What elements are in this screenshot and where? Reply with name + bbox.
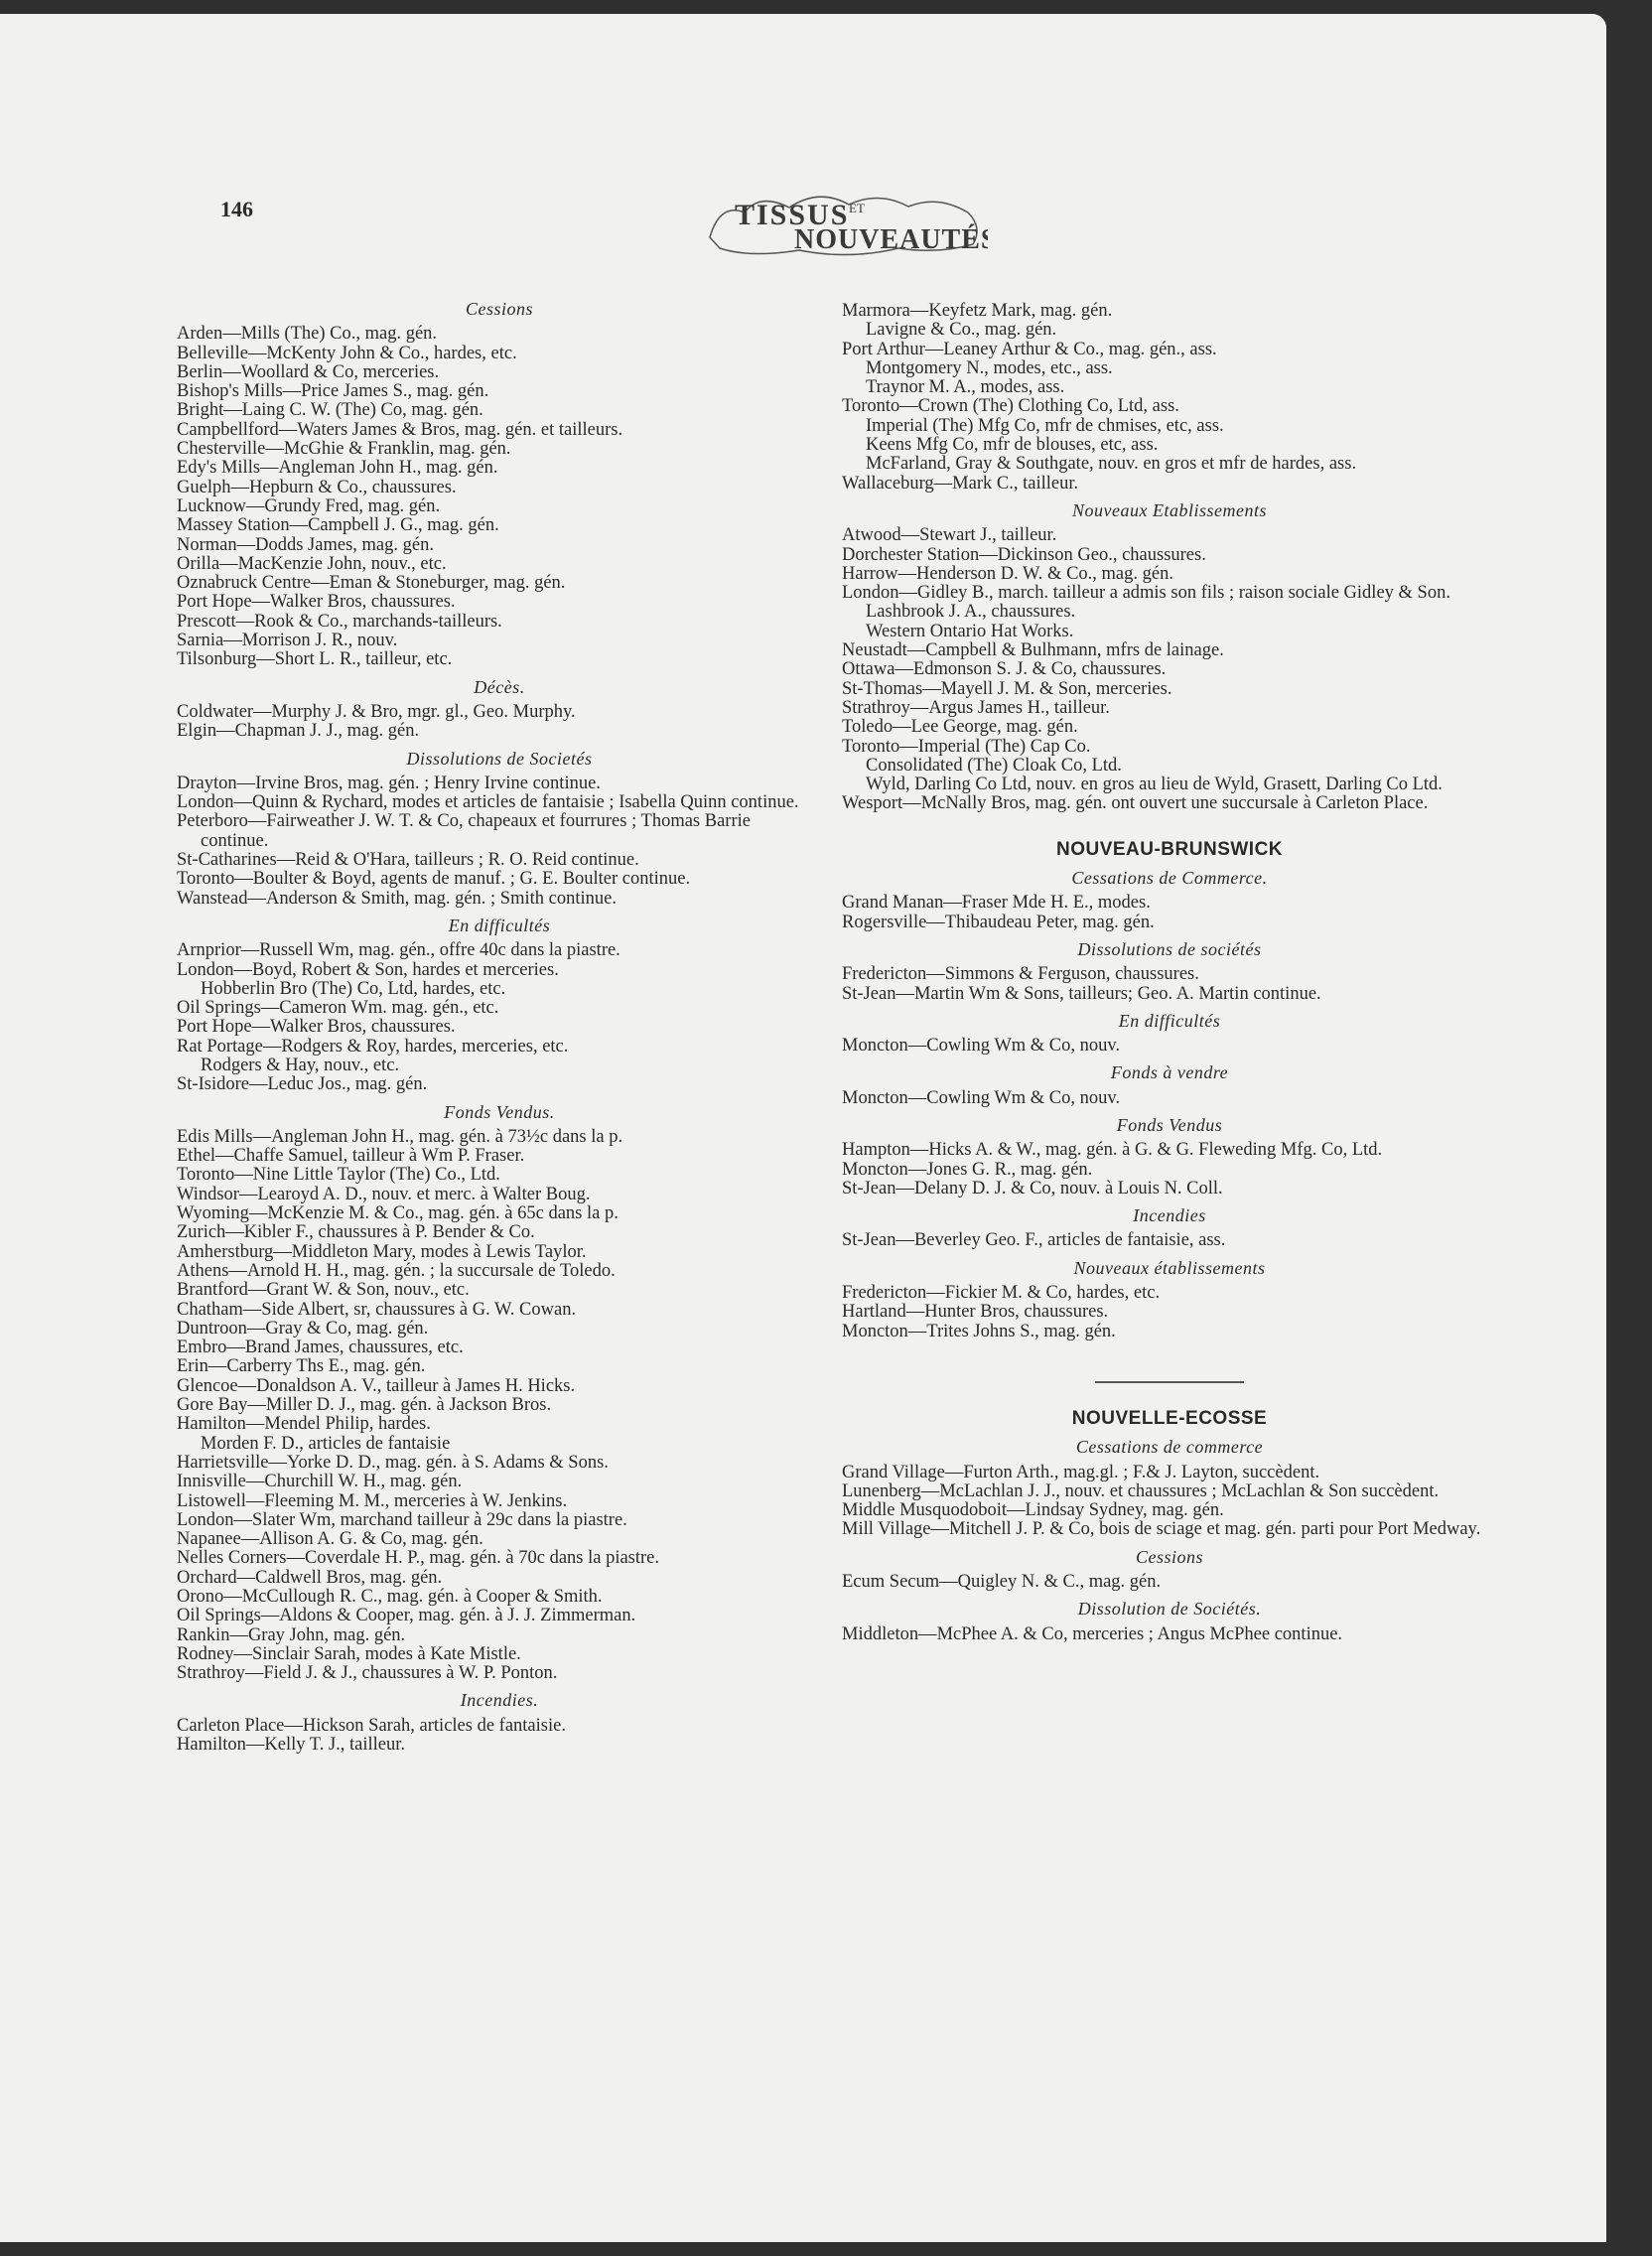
entry: Rat Portage—Rodgers & Roy, hardes, merceries, etc.	[177, 1036, 569, 1057]
section-heading: Cessations de Commerce.	[1071, 868, 1268, 889]
entry: Chesterville—McGhie & Franklin, mag. gén.	[177, 439, 511, 460]
section-heading: Fonds à vendre	[1110, 1062, 1229, 1083]
entry: Athens—Arnold H. H., mag. gén. ; la succursale de Toledo.	[177, 1260, 616, 1281]
left-column	[177, 292, 822, 1755]
sub-entry: Lavigne & Co., mag. gén.	[866, 320, 1057, 341]
entry: Toronto—Imperial (The) Cap Co.	[842, 736, 1091, 757]
entry: Moncton—Jones G. R., mag. gén.	[842, 1159, 1093, 1180]
entry: Hamilton—Kelly T. J., tailleur.	[177, 1735, 406, 1756]
entry: Harrietsville—Yorke D. D., mag. gén. à S. Adams & Sons.	[177, 1452, 609, 1473]
section-heading: Fonds Vendus	[1116, 1114, 1223, 1135]
entry: St-Isidore—Leduc Jos., mag. gén.	[177, 1074, 428, 1095]
entry: Bishop's Mills—Price James S., mag. gén.	[177, 381, 489, 402]
entry: Moncton—Cowling Wm & Co, nouv.	[842, 1087, 1121, 1108]
entry: Bright—Laing C. W. (The) Co, mag. gén.	[177, 400, 483, 421]
entry: Orilla—MacKenzie John, nouv., etc.	[177, 553, 447, 574]
entry: London—Slater Wm, marchand tailleur à 29c dans la piastre.	[177, 1509, 627, 1530]
entry: Toronto—Boulter & Boyd, agents de manuf. ; G. E. Boulter continue.	[177, 869, 691, 890]
sub-entry: Rodgers & Hay, nouv., etc.	[201, 1055, 400, 1075]
entry: Hamilton—Mendel Philip, hardes.	[177, 1414, 431, 1435]
entry: Lunenberg—McLachlan J. J., nouv. et chaussures ; McLachlan & Son succèdent.	[842, 1480, 1440, 1501]
sub-entry: Hobberlin Bro (The) Co, Ltd, hardes, etc.	[201, 978, 506, 999]
entry: Arnprior—Russell Wm, mag. gén., offre 40c dans la piastre.	[177, 940, 620, 961]
sub-entry: Consolidated (The) Cloak Co, Ltd.	[866, 755, 1122, 776]
entry: Erin—Carberry Ths E., mag. gén.	[177, 1356, 426, 1377]
entry: Harrow—Henderson D. W. & Co., mag. gén.	[842, 563, 1173, 584]
entry: Oil Springs—Aldons & Cooper, mag. gén. à J. J. Zimmerman.	[177, 1606, 636, 1626]
entry: Elgin—Chapman J. J., mag. gén.	[177, 721, 420, 742]
entry: Atwood—Stewart J., tailleur.	[842, 525, 1057, 546]
entry: St-Jean—Martin Wm & Sons, tailleurs; Geo. A. Martin continue.	[842, 983, 1321, 1004]
entry: Sarnia—Morrison J. R., nouv.	[177, 631, 398, 651]
entry: Gore Bay—Miller D. J., mag. gén. à Jackson Bros.	[177, 1395, 552, 1416]
sub-entry: McFarland, Gray & Southgate, nouv. en gros et mfr de hardes, ass.	[866, 454, 1357, 475]
sub-entry: Wyld, Darling Co Ltd, nouv. en gros au lieu de Wyld, Grasett, Darling Co Ltd.	[866, 775, 1443, 795]
entry: Tilsonburg—Short L. R., tailleur, etc.	[177, 649, 453, 670]
sub-entry: Lashbrook J. A., chaussures.	[866, 602, 1076, 623]
section-heading: Incendies	[1133, 1205, 1206, 1226]
sub-entry: Montgomery N., modes, etc., ass.	[866, 357, 1113, 378]
entry: Fredericton—Fickier M. & Co, hardes, etc.	[842, 1283, 1161, 1304]
entry: Toledo—Lee George, mag. gén.	[842, 717, 1078, 738]
entry: Rankin—Gray John, mag. gén.	[177, 1624, 406, 1645]
entry: Arden—Mills (The) Co., mag. gén.	[177, 324, 438, 345]
entry: Carleton Place—Hickson Sarah, articles de fantaisie.	[177, 1715, 566, 1736]
entry: London—Boyd, Robert & Son, hardes et merceries.	[177, 959, 559, 980]
entry: St-Thomas—Mayell J. M. & Son, merceries.	[842, 678, 1172, 699]
entry: Middleton—McPhee A. & Co, merceries ; Angus McPhee continue.	[842, 1623, 1343, 1644]
page-number: 146	[220, 197, 253, 221]
entry: Coldwater—Murphy J. & Bro, mgr. gl., Geo. Murphy.	[177, 701, 576, 722]
section-heading: Cessations de commerce	[1075, 1437, 1264, 1458]
entry: Norman—Dodds James, mag. gén.	[177, 534, 434, 555]
sub-entry: Traynor M. A., modes, ass.	[866, 377, 1065, 398]
entry: Berlin—Woollard & Co, merceries.	[177, 361, 440, 382]
section-heading: Cessions	[1135, 1546, 1203, 1567]
section-heading: Dissolutions de sociétés	[1077, 938, 1262, 959]
entry: Drayton—Irvine Bros, mag. gén. ; Henry Irvine continue.	[177, 773, 601, 793]
sub-entry: Morden F. D., articles de fantaisie	[201, 1433, 451, 1454]
svg-text:NOUVEAUTÉS: NOUVEAUTÉS	[794, 224, 988, 255]
entry: Edy's Mills—Angleman John H., mag. gén.	[177, 458, 498, 479]
svg-text:TISSUS: TISSUS	[735, 199, 850, 231]
entry: Oznabruck Centre—Eman & Stoneburger, mag. gén.	[177, 573, 566, 594]
entry: Wyoming—McKenzie M. & Co., mag. gén. à 65c dans la p.	[177, 1203, 619, 1224]
entry: Port Hope—Walker Bros, chaussures.	[177, 1017, 456, 1038]
entry: Ecum Secum—Quigley N. & C., mag. gén.	[842, 1572, 1162, 1593]
entry: Ottawa—Edmonson S. J. & Co, chaussures.	[842, 659, 1167, 680]
entry: Napanee—Allison A. G. & Co, mag. gén.	[177, 1529, 483, 1550]
entry: Moncton—Cowling Wm & Co, nouv.	[842, 1036, 1121, 1057]
entry: Peterboro—Fairweather J. W. T. & Co, chapeaux et fourrures ; Thomas Barrie continue.	[177, 811, 751, 851]
section-heading: Cessions	[465, 299, 533, 319]
entry: Neustadt—Campbell & Bulhmann, mfrs de lainage.	[842, 640, 1224, 661]
page	[0, 14, 1606, 2242]
entry: London—Quinn & Rychard, modes et articles de fantaisie ; Isabella Quinn continue.	[177, 792, 799, 813]
entry: Prescott—Rook & Co., marchands-tailleurs.	[177, 611, 502, 632]
masthead-logo	[700, 183, 988, 262]
entry: Chatham—Side Albert, sr, chaussures à G. W. Cowan.	[177, 1299, 577, 1320]
entry: St-Jean—Beverley Geo. F., articles de fantaisie, ass.	[842, 1230, 1226, 1251]
entry: Embro—Brand James, chaussures, etc.	[177, 1338, 464, 1358]
tissus-nouveautes-logo	[700, 183, 988, 262]
entry: Nelles Corners—Coverdale H. P., mag. gén. à 70c dans la piastre.	[177, 1548, 660, 1569]
entry: Strathroy—Field J. & J., chaussures à W. P. Ponton.	[177, 1663, 558, 1684]
entry: Amherstburg—Middleton Mary, modes à Lewis Taylor.	[177, 1241, 587, 1262]
entry: Middle Musquodoboit—Lindsay Sydney, mag. gén.	[842, 1500, 1224, 1521]
entry: Duntroon—Gray & Co, mag. gén.	[177, 1318, 429, 1339]
section-heading: En difficultés	[1118, 1010, 1221, 1031]
entry: Windsor—Learoyd A. D., nouv. et merc. à Walter Boug.	[177, 1184, 591, 1204]
entry: Edis Mills—Angleman John H., mag. gén. à 73½c dans la p.	[177, 1126, 623, 1147]
entry: Moncton—Trites Johns S., mag. gén.	[842, 1321, 1116, 1341]
entry: Mill Village—Mitchell J. P. & Co, bois de sciage et mag. gén. parti pour Port Medway.	[842, 1519, 1481, 1540]
entry: Oil Springs—Cameron Wm. mag. gén., etc.	[177, 998, 499, 1019]
entry: Orono—McCullough R. C., mag. gén. à Cooper & Smith.	[177, 1587, 603, 1607]
sub-entry: Imperial (The) Mfg Co, mfr de chmises, etc, ass.	[866, 415, 1224, 436]
entry: Toronto—Crown (The) Clothing Co, Ltd, ass.	[842, 396, 1179, 417]
entry: Zurich—Kibler F., chaussures à P. Bender & Co.	[177, 1222, 535, 1243]
entry: Campbellford—Waters James & Bros, mag. gén. et tailleurs.	[177, 419, 623, 440]
entry: Wesport—McNally Bros, mag. gén. ont ouvert une succursale à Carleton Place.	[842, 793, 1429, 814]
entry: Rodney—Sinclair Sarah, modes à Kate Mistle.	[177, 1643, 521, 1664]
entry: Brantford—Grant W. & Son, nouv., etc.	[177, 1280, 470, 1301]
sub-entry: Western Ontario Hat Works.	[866, 621, 1074, 641]
section-heading: Fonds Vendus.	[444, 1101, 555, 1122]
entry: Grand Village—Furton Arth., mag.gl. ; F.& J. Layton, succèdent.	[842, 1462, 1320, 1482]
entry: Toronto—Nine Little Taylor (The) Co., Ltd.	[177, 1165, 500, 1186]
entry: St-Catharines—Reid & O'Hara, tailleurs ; R. O. Reid continue.	[177, 850, 639, 871]
region-heading: NOUVELLE-ECOSSE	[1071, 1407, 1268, 1429]
entry: St-Jean—Delany D. J. & Co, nouv. à Louis N. Coll.	[842, 1178, 1223, 1198]
entry: London—Gidley B., march. tailleur a admis son fils ; raison sociale Gidley & Son.	[842, 583, 1450, 604]
section-heading: En difficultés	[448, 915, 551, 935]
entry: Guelph—Hepburn & Co., chaussures.	[177, 477, 457, 497]
section-heading: Nouveaux établissements	[1073, 1257, 1266, 1278]
entry: Hampton—Hicks A. & W., mag. gén. à G. & G. Fleweding Mfg. Co, Ltd.	[842, 1140, 1383, 1161]
entry: Rogersville—Thibaudeau Peter, mag. gén.	[842, 912, 1155, 932]
entry: Listowell—Fleeming M. M., merceries à W. Jenkins.	[177, 1490, 568, 1511]
section-heading: Décès.	[474, 676, 525, 697]
section-heading: Dissolution de Sociétés.	[1077, 1599, 1262, 1620]
entry: Grand Manan—Fraser Mde H. E., modes.	[842, 893, 1151, 914]
section-divider	[1095, 1381, 1244, 1383]
entry: Belleville—McKenty John & Co., hardes, etc.	[177, 343, 517, 363]
entry: Marmora—Keyfetz Mark, mag. gén.	[842, 301, 1113, 321]
section-heading: Nouveaux Etablissements	[1072, 499, 1267, 520]
svg-text:ET: ET	[849, 201, 865, 215]
entry: Port Arthur—Leaney Arthur & Co., mag. gén., ass.	[842, 339, 1217, 359]
entry: Fredericton—Simmons & Ferguson, chaussures.	[842, 964, 1199, 985]
right-column	[842, 302, 1497, 1644]
region-heading: NOUVEAU-BRUNSWICK	[1055, 838, 1284, 860]
section-heading: Incendies.	[460, 1690, 539, 1711]
entry: Hartland—Hunter Bros, chaussures.	[842, 1302, 1109, 1323]
entry: Massey Station—Campbell J. G., mag. gén.	[177, 515, 499, 536]
entry: Wanstead—Anderson & Smith, mag. gén. ; Smith continue.	[177, 888, 617, 909]
entry: Port Hope—Walker Bros, chaussures.	[177, 592, 456, 613]
entry: Lucknow—Grundy Fred, mag. gén.	[177, 495, 441, 516]
entry: Orchard—Caldwell Bros, mag. gén.	[177, 1567, 443, 1588]
entry: Glencoe—Donaldson A. V., tailleur à James H. Hicks.	[177, 1375, 576, 1396]
entry: Innisville—Churchill W. H., mag. gén.	[177, 1472, 463, 1492]
entry: Wallaceburg—Mark C., tailleur.	[842, 473, 1079, 494]
section-heading: Dissolutions de Societés	[406, 748, 593, 769]
sub-entry: Keens Mfg Co, mfr de blouses, etc, ass.	[866, 435, 1159, 456]
entry: Dorchester Station—Dickinson Geo., chaussures.	[842, 544, 1206, 565]
entry: Strathroy—Argus James H., tailleur.	[842, 697, 1110, 718]
entry: Ethel—Chaffe Samuel, tailleur à Wm P. Fraser.	[177, 1146, 525, 1167]
